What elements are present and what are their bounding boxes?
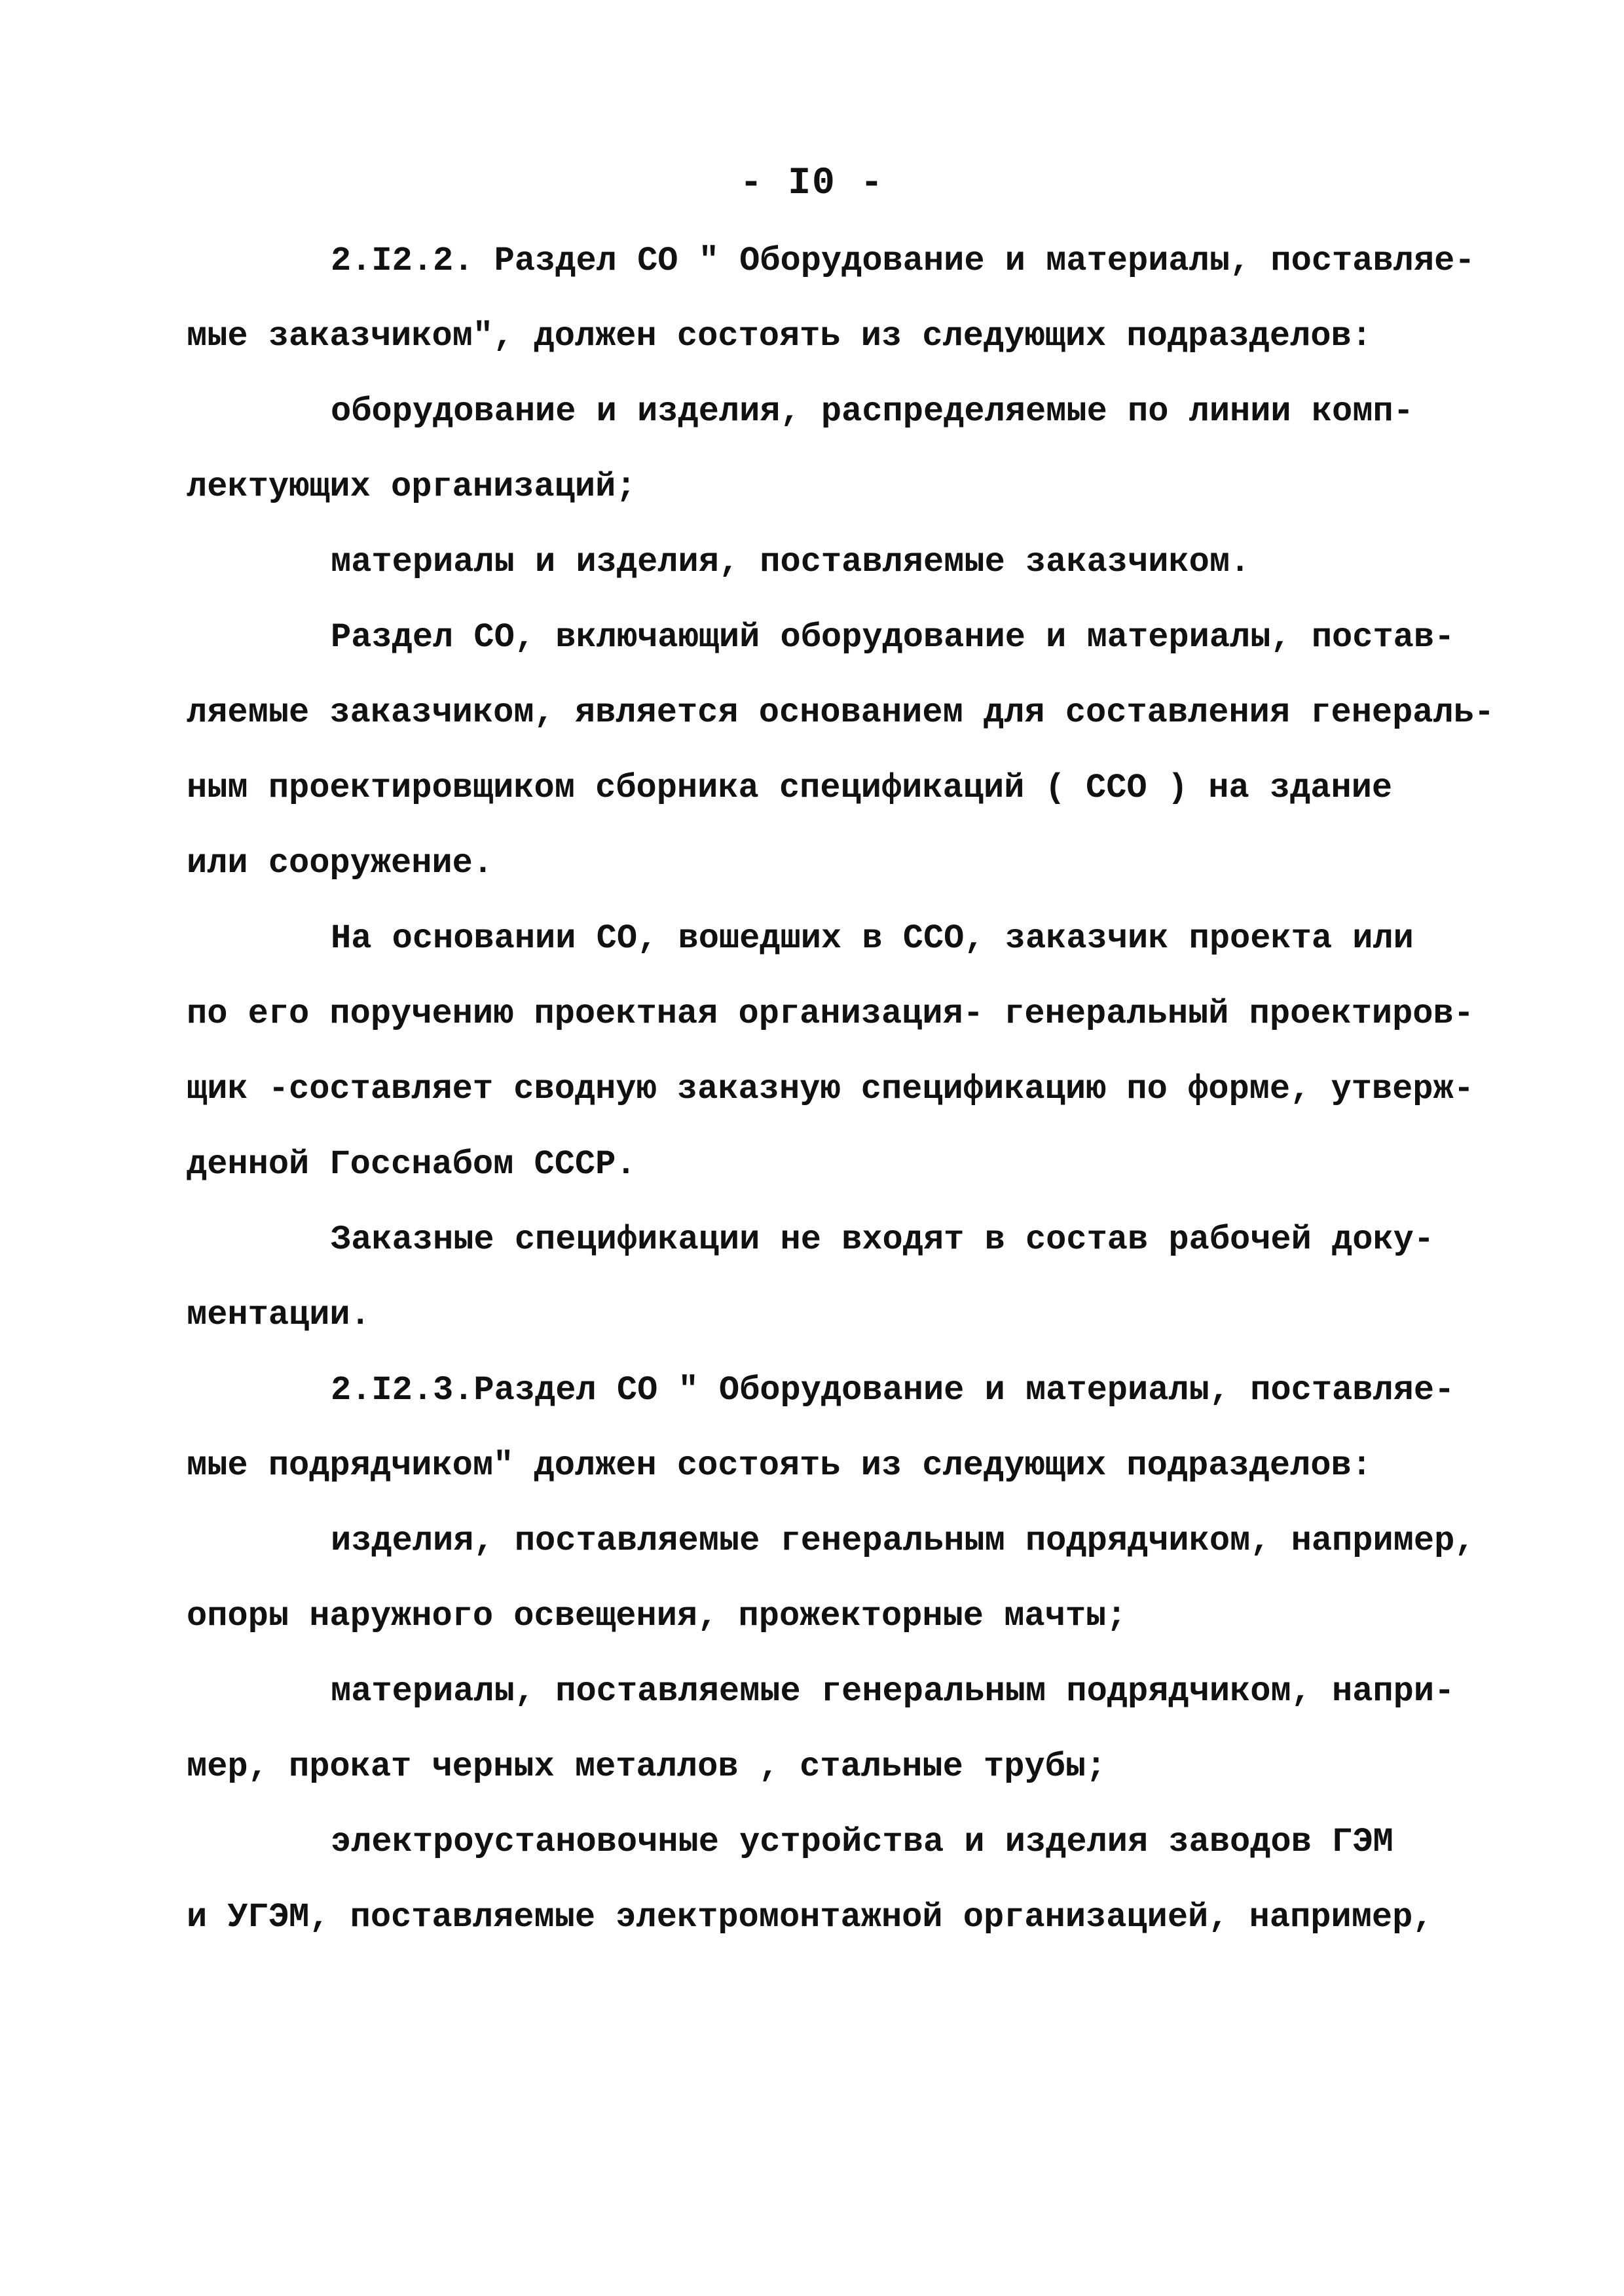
text-line: электроустановочные устройства и изделия заводов ГЭМ: [331, 1823, 1393, 1861]
text-line: ным проектировщиком сборника спецификаций ( ССО ) на здание: [187, 769, 1393, 807]
body-text: [187, 242, 1495, 1974]
text-line: мер, прокат черных металлов , стальные трубы;: [187, 1747, 1107, 1786]
text-line: мые подрядчиком" должен состоять из следующих подразделов:: [187, 1446, 1372, 1485]
text-line: лектующих организаций;: [187, 467, 637, 506]
text-line: 2.I2.2. Раздел СО " Оборудование и материалы, поставляе-: [331, 242, 1475, 280]
text-line: ментации.: [187, 1296, 371, 1334]
text-line: по его поручению проектная организация- генеральный проектиров-: [187, 994, 1474, 1033]
text-line: опоры наружного освещения, прожекторные мачты;: [187, 1597, 1127, 1635]
text-line: Заказные спецификации не входят в состав рабочей доку-: [331, 1220, 1435, 1259]
text-line: ляемые заказчиком, является основанием для составления генераль-: [187, 693, 1495, 732]
text-line: мые заказчиком", должен состоять из следующих подразделов:: [187, 317, 1372, 355]
text-line: На основании СО, вошедших в ССО, заказчик проекта или: [331, 919, 1414, 958]
text-line: или сооружение.: [187, 844, 494, 883]
text-line: денной Госснабом СССР.: [187, 1145, 637, 1184]
page-number: - I0 -: [739, 162, 885, 205]
text-line: оборудование и изделия, распределяемые по линии комп-: [331, 392, 1414, 431]
text-line: 2.I2.3.Раздел СО " Оборудование и материалы, поставляе-: [331, 1371, 1455, 1410]
text-line: материалы, поставляемые генеральным подрядчиком, напри-: [331, 1672, 1455, 1711]
text-line: щик -составляет сводную заказную спецификацию по форме, утверж-: [187, 1070, 1474, 1108]
text-line: материалы и изделия, поставляемые заказчиком.: [331, 543, 1251, 581]
text-line: и УГЭМ, поставляемые электромонтажной организацией, например,: [187, 1898, 1433, 1937]
text-line: Раздел СО, включающий оборудование и материалы, постав-: [331, 618, 1455, 657]
text-line: изделия, поставляемые генеральным подрядчиком, например,: [331, 1522, 1475, 1560]
